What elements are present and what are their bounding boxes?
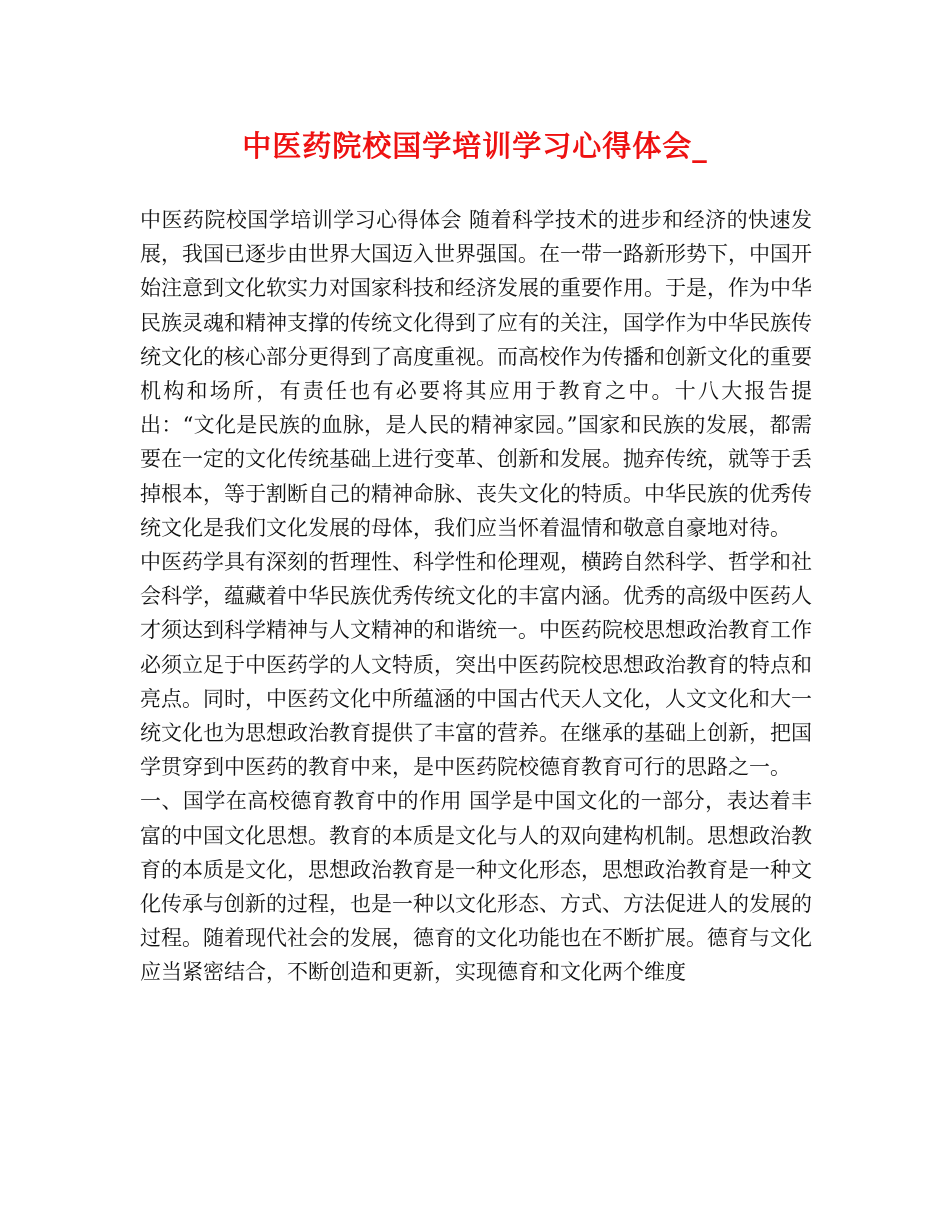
paragraph: 一、国学在高校德育教育中的作用 国学是中国文化的一部分，表达着丰富的中国文化思想。教育的本质是文化与人的双向建构机制。思想政治教育的本质是文化，思想政治教育是一种文化形态，思想政治教育是一种文化传承与创新的过程，也是一种以文化形态、方式、方法促进人的发展的过程。随着现代社会的发展，德育的文化功能也在不断扩展。德育与文化应当紧密结合，不断创造和更新，实现德育和文化两个维度 <box>140 789 812 985</box>
document-title: 中医药院校国学培训学习心得体会_ <box>242 129 708 163</box>
document-body <box>140 203 812 990</box>
paragraph: 中医药院校国学培训学习心得体会 随着科学技术的进步和经济的快速发展，我国已逐步由世界大国迈入世界强国。在一带一路新形势下，中国开始注意到文化软实力对国家科技和经济发展的重要作用。于是，作为中华民族灵魂和精神支撑的传统文化得到了应有的关注，国学作为中华民族传统文化的核心部分更得到了高度重视。而高校作为传播和创新文化的重要机构和场所，有责任也有必要将其应用于教育之中。十八大报告提出：“文化是民族的血脉，是人民的精神家园。”国家和民族的发展，都需要在一定的文化传统基础上进行变革、创新和发展。抛弃传统，就等于丢掉根本，等于割断自己的精神命脉、丧失文化的特质。中华民族的优秀传统文化是我们文化发展的母体，我们应当怀着温情和敬意自豪地对待。 <box>140 208 812 540</box>
paragraph: 中医药学具有深刻的哲理性、科学性和伦理观，横跨自然科学、哲学和社会科学，蕴藏着中华民族优秀传统文化的丰富内涵。优秀的高级中医药人才须达到科学精神与人文精神的和谐统一。中医药院校思想政治教育工作必须立足于中医药学的人文特质，突出中医药院校思想政治教育的特点和亮点。同时，中医药文化中所蕴涵的中国古代天人文化，人文文化和大一统文化也为思想政治教育提供了丰富的营养。在继承的基础上创新，把国学贯穿到中医药的教育中来，是中医药院校德育教育可行的思路之一。 <box>140 550 812 780</box>
